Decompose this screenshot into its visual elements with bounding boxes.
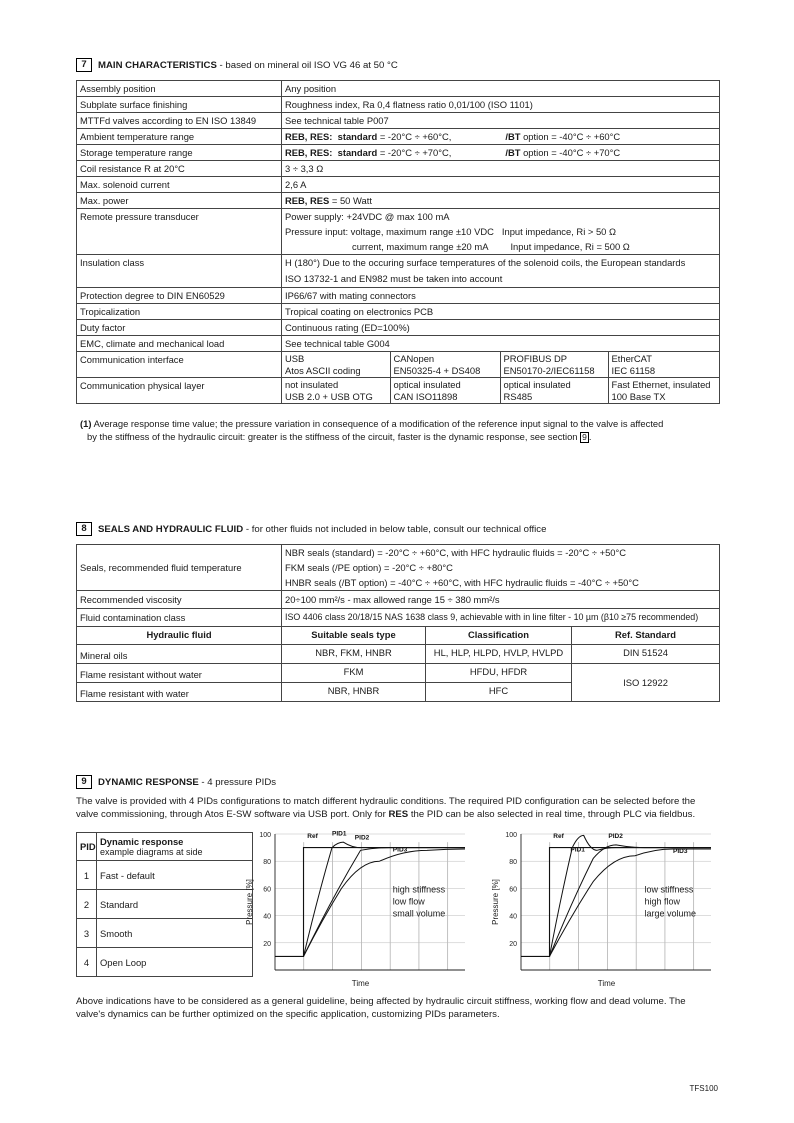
intro-paragraph	[76, 796, 724, 821]
table-row	[77, 320, 720, 336]
fluid-name: Mineral oils	[77, 645, 282, 664]
footnote-text: by the stiffness of the hydraulic circuit: greater is the stiffness of the circuit, faster is the dynamic response, see section	[87, 430, 578, 442]
table-row	[77, 209, 720, 255]
fluid-name: Flame resistant with water	[77, 683, 282, 702]
classification: HFC	[426, 683, 572, 702]
y-tick-label: 100	[259, 832, 271, 839]
section-9-header	[76, 775, 276, 789]
table-row	[77, 336, 720, 352]
section-number: 7	[76, 58, 92, 72]
chart-annotation: high stiffness	[392, 884, 446, 895]
table-row	[77, 890, 253, 919]
comm-cell	[608, 352, 719, 377]
row-value	[282, 255, 720, 288]
cell-line: EtherCAT	[611, 353, 652, 364]
transducer-text: Input impedance, Ri > 50 Ω	[501, 226, 616, 237]
bold-label: standard	[337, 147, 378, 158]
table-header-row	[77, 833, 253, 861]
column-header: Suitable seals type	[282, 627, 426, 645]
y-tick-label: 60	[509, 886, 517, 894]
comm-cell	[500, 352, 608, 377]
dynamic-subtitle: example diagrams at side	[100, 846, 203, 857]
outro-line: valve's dynamics can be further optimized on the specific application, customizing PIDs parameters.	[76, 1008, 500, 1020]
footnote-line	[80, 431, 720, 444]
pid-table	[76, 832, 253, 977]
pid-label: Smooth	[97, 919, 253, 948]
row-value: 2,6 A	[282, 177, 720, 193]
table-row	[77, 129, 720, 145]
series-line-pid3	[304, 846, 466, 956]
comm-interface-grid	[282, 352, 719, 377]
column-header: Classification	[426, 627, 572, 645]
bold-label: standard	[337, 131, 378, 142]
section-subtitle: - 4 pressure PIDs	[201, 776, 277, 788]
row-value	[282, 145, 720, 161]
row-label: Coil resistance R at 20°C	[77, 161, 282, 177]
table-row	[77, 645, 720, 664]
row-label: Seals, recommended fluid temperature	[77, 545, 282, 591]
seals-line: FKM seals (/PE option) = -20°C ÷ +80°C	[285, 562, 453, 573]
phys-cell	[608, 378, 719, 403]
row-value: 3 ÷ 3,3 Ω	[282, 161, 720, 177]
ref-standard: DIN 51524	[572, 645, 720, 664]
row-value: See technical table G004	[282, 336, 720, 352]
insulation-line: H (180°) Due to the occuring surface temperatures of the solenoid coils, the European standards	[285, 257, 686, 268]
comm-cell	[282, 352, 390, 377]
range-text: = -20°C ÷ +70°C,	[379, 147, 452, 158]
x-axis-label: Time	[597, 979, 616, 988]
chart-annotation: large volume	[644, 908, 697, 919]
section-title: SEALS AND HYDRAULIC FLUID	[98, 523, 244, 535]
series-label-pid1: PID1	[332, 830, 347, 838]
section-7-header	[76, 58, 398, 72]
intro-text: the PID can be also selected in real time, through PLC via fieldbus.	[410, 808, 696, 820]
transducer-text: current, maximum range ±20 mA	[352, 241, 489, 252]
table-row	[77, 145, 720, 161]
row-value: See technical table P007	[282, 113, 720, 129]
table-row	[77, 591, 720, 609]
table-row	[77, 545, 720, 591]
table-row	[77, 664, 720, 683]
row-label: Ambient temperature range	[77, 129, 282, 145]
chart-annotation: low flow	[392, 896, 425, 907]
row-label: Tropicalization	[77, 304, 282, 320]
outro-paragraph	[76, 996, 724, 1021]
table-row	[77, 352, 720, 378]
transducer-line: Power supply: +24VDC @ max 100 mA	[285, 211, 450, 222]
table-row	[77, 81, 720, 97]
table-row	[77, 948, 253, 977]
bold-label: REB, RES	[285, 195, 330, 206]
row-label: Max. power	[77, 193, 282, 209]
seals-type: NBR, FKM, HNBR	[282, 645, 426, 664]
row-value: IP66/67 with mating connectors	[282, 288, 720, 304]
series-line-pid3	[550, 846, 712, 956]
dynamic-response-chart-2	[486, 826, 726, 994]
cell-line: optical insulated	[393, 379, 461, 390]
series-label-ref: Ref	[553, 833, 564, 841]
table-row	[77, 177, 720, 193]
ref-standard: ISO 12922	[572, 664, 720, 702]
footnote-end: .	[588, 430, 592, 442]
y-axis-label: Pressure [%]	[245, 879, 254, 925]
classification: HFDU, HFDR	[426, 664, 572, 683]
x-axis-label: Time	[351, 979, 370, 988]
transducer-line	[285, 239, 716, 254]
physical-layer-grid	[282, 378, 719, 403]
pid-number: 2	[77, 890, 97, 919]
row-value	[282, 129, 720, 145]
chart-annotation: small volume	[392, 908, 446, 919]
footnote-text: Average response time value; the pressure variation in consequence of a modification of the reference input signal to the valve is affected	[93, 418, 664, 429]
y-tick-label: 40	[509, 913, 517, 921]
series-label-pid2: PID2	[354, 834, 370, 842]
range-text: option = -40°C ÷ +70°C	[523, 147, 621, 158]
section-reference-box: 9	[582, 431, 587, 442]
row-label: Fluid contamination class	[77, 609, 282, 627]
row-label: Communication interface	[77, 352, 282, 378]
bold-label: /BT	[505, 131, 521, 142]
pid-number: 4	[77, 948, 97, 977]
footnote	[80, 418, 720, 443]
row-label: MTTFd valves according to EN ISO 13849	[77, 113, 282, 129]
outro-line: Above indications have to be considered as a general guideline, being affected by hydraulic circuit stiffness, working flow and dead volume. The	[76, 996, 686, 1007]
main-characteristics-table	[76, 80, 720, 404]
row-value: Roughness index, Ra 0,4 flatness ratio 0,01/100 (ISO 1101)	[282, 97, 720, 113]
seals-type: NBR, HNBR	[282, 683, 426, 702]
dynamic-title: Dynamic response	[100, 835, 184, 847]
range-text: = -20°C ÷ +60°C,	[379, 131, 452, 142]
table-header-row	[77, 627, 720, 645]
table-row	[77, 193, 720, 209]
cell-line: USB 2.0 + USB OTG	[285, 390, 373, 402]
cell-line: optical insulated	[503, 379, 571, 390]
intro-line	[76, 809, 724, 822]
cell-line: EN50325-4 + DS408	[393, 364, 481, 376]
intro-bold: RES	[388, 808, 409, 820]
cell-line: CAN ISO11898	[393, 390, 458, 402]
seals-fluid-table	[76, 544, 720, 702]
chart-annotation: high flow	[644, 896, 681, 907]
seals-line: NBR seals (standard) = -20°C ÷ +60°C, with HFC hydraulic fluids = -20°C ÷ +50°C	[285, 547, 627, 558]
insulation-line: ISO 13732-1 and EN982 must be taken into account	[285, 273, 503, 284]
column-header: Ref. Standard	[572, 627, 720, 645]
row-value	[282, 209, 720, 255]
series-label-pid3: PID3	[673, 848, 688, 856]
section-title: MAIN CHARACTERISTICS	[98, 59, 217, 71]
y-tick-label: 80	[509, 859, 517, 867]
section-number: 9	[76, 775, 92, 789]
row-label: Assembly position	[77, 81, 282, 97]
comm-cell	[390, 352, 500, 377]
series-line-ref	[275, 848, 465, 957]
row-label: Insulation class	[77, 255, 282, 288]
intro-text: valve commissioning, through Atos E-SW software via USB port. Only for	[76, 808, 386, 820]
series-label-pid3: PID3	[392, 846, 408, 854]
bold-label: REB, RES:	[285, 147, 333, 158]
table-row	[77, 609, 720, 627]
row-label: Recommended viscosity	[77, 591, 282, 609]
row-value	[282, 352, 720, 378]
row-value	[282, 378, 720, 404]
cell-line: USB	[285, 353, 305, 364]
section-subtitle: - based on mineral oil ISO VG 46 at 50 °C	[219, 59, 398, 71]
pid-number: 3	[77, 919, 97, 948]
pid-number: 1	[77, 861, 97, 890]
cell-line: 100 Base TX	[611, 390, 666, 402]
transducer-text: Pressure input: voltage, maximum range ±10 VDC	[285, 226, 494, 237]
seals-line: HNBR seals (/BT option) = -40°C ÷ +60°C, with HFC hydraulic fluids = -40°C ÷ +50°C	[285, 577, 639, 588]
row-label: Duty factor	[77, 320, 282, 336]
row-label: Storage temperature range	[77, 145, 282, 161]
bold-label: REB, RES:	[285, 131, 333, 142]
table-row	[77, 161, 720, 177]
row-label: Subplate surface finishing	[77, 97, 282, 113]
table-row	[77, 919, 253, 948]
row-value	[282, 545, 720, 591]
phys-cell	[500, 378, 608, 403]
y-tick-label: 80	[263, 859, 271, 867]
bold-label: /BT	[505, 147, 521, 158]
table-row	[77, 378, 720, 404]
series-line-pid2	[550, 845, 712, 957]
section-number: 8	[76, 522, 92, 536]
cell-line: IEC 61158	[611, 364, 656, 376]
row-label: Remote pressure transducer	[77, 209, 282, 255]
pid-label: Fast - default	[97, 861, 253, 890]
cell-line: CANopen	[393, 353, 435, 364]
dynamic-header	[97, 833, 253, 861]
column-header: Hydraulic fluid	[77, 627, 282, 645]
y-axis-label: Pressure [%]	[491, 879, 500, 925]
pid-label: Open Loop	[97, 948, 253, 977]
row-value	[282, 193, 720, 209]
section-title: DYNAMIC RESPONSE	[98, 776, 199, 788]
cell-line: Atos ASCII coding	[285, 364, 361, 376]
row-label: EMC, climate and mechanical load	[77, 336, 282, 352]
footnote-number: (1)	[80, 418, 92, 429]
row-value: 20÷100 mm²/s - max allowed range 15 ÷ 380 mm²/s	[282, 591, 720, 609]
footnote-line	[80, 418, 720, 431]
y-tick-label: 40	[263, 913, 271, 921]
series-line-ref	[521, 848, 711, 957]
range-text: option = -40°C ÷ +60°C	[523, 131, 621, 142]
row-label: Protection degree to DIN EN60529	[77, 288, 282, 304]
y-tick-label: 20	[263, 940, 271, 948]
table-row	[77, 861, 253, 890]
power-value: = 50 Watt	[331, 195, 372, 206]
chart-annotation: low stiffness	[644, 884, 694, 895]
table-row	[77, 113, 720, 129]
series-label-ref: Ref	[307, 833, 318, 841]
row-value: ISO 4406 class 20/18/15 NAS 1638 class 9, achievable with in line filter - 10 µm (β10 ≥75 recommended)	[282, 609, 720, 627]
section-subtitle: - for other fluids not included in below table, consult our technical office	[245, 523, 547, 535]
phys-cell	[282, 378, 390, 403]
y-tick-label: 100	[505, 832, 517, 839]
pid-header: PID	[77, 833, 97, 861]
table-row	[77, 255, 720, 288]
row-value: Tropical coating on electronics PCB	[282, 304, 720, 320]
pid-label: Standard	[97, 890, 253, 919]
row-label: Max. solenoid current	[77, 177, 282, 193]
table-row	[77, 304, 720, 320]
row-label: Communication physical layer	[77, 378, 282, 404]
series-label-pid1: PID1	[570, 846, 585, 854]
page-footer-code: TFS100	[689, 1084, 718, 1093]
y-tick-label: 20	[509, 940, 517, 948]
transducer-text: Input impedance, Ri = 500 Ω	[510, 241, 630, 252]
classification: HL, HLP, HLPD, HVLP, HVLPD	[426, 645, 572, 664]
transducer-line	[285, 224, 716, 239]
table-row	[77, 288, 720, 304]
cell-line: PROFIBUS DP	[503, 353, 568, 364]
row-value: Continuous rating (ED=100%)	[282, 320, 720, 336]
cell-line: EN50170-2/IEC61158	[503, 364, 595, 376]
row-value: Any position	[282, 81, 720, 97]
cell-line: RS485	[503, 390, 533, 402]
fluid-name: Flame resistant without water	[77, 664, 282, 683]
cell-line: not insulated	[285, 379, 339, 390]
phys-cell	[390, 378, 500, 403]
seals-type: FKM	[282, 664, 426, 683]
y-tick-label: 60	[263, 886, 271, 894]
series-label-pid2: PID2	[608, 833, 623, 841]
cell-line: Fast Ethernet, insulated	[611, 379, 711, 390]
section-8-header	[76, 522, 546, 536]
intro-line: The valve is provided with 4 PIDs configurations to match different hydraulic conditions. The required PID configuration can be selected before the	[76, 796, 696, 807]
dynamic-response-chart-1	[240, 826, 480, 994]
table-row	[77, 97, 720, 113]
